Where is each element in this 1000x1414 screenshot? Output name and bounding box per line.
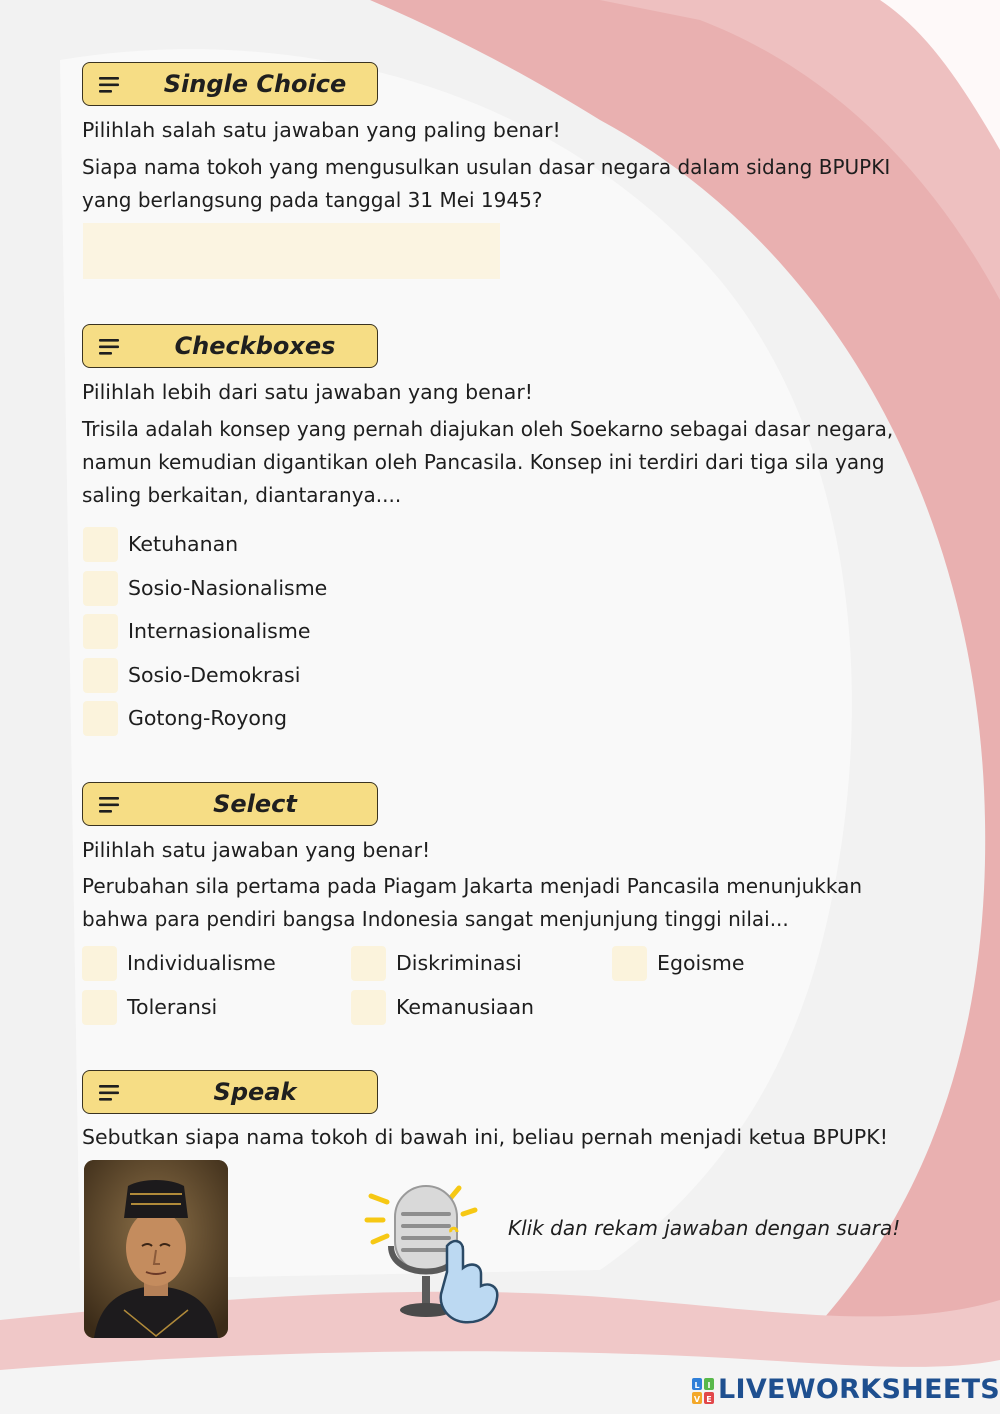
checkbox[interactable] <box>83 614 118 649</box>
logo-letter-i: I <box>707 1381 711 1390</box>
checkboxes-question: Trisila adalah konsep yang pernah diajukan oleh Soekarno sebagai dasar negara, namun kemudian digantikan oleh Pancasila. Konsep ini terdiri dari tiga sila yang saling berkaitan, diantaranya.... <box>82 417 894 507</box>
option-label: Kemanusiaan <box>396 995 535 1019</box>
section-title: Speak <box>213 1078 297 1106</box>
single-choice-header <box>82 62 378 106</box>
option-label: Sosio-Demokrasi <box>128 663 301 687</box>
single-choice-instruction: Pilihlah salah satu jawaban yang paling benar! <box>82 118 561 142</box>
record-microphone-button[interactable] <box>363 1176 513 1326</box>
single-choice-question: Siapa nama tokoh yang mengusulkan usulan dasar negara dalam sidang BPUPKI yang berlangsung pada tanggal 31 Mei 1945? <box>82 155 891 212</box>
option-box[interactable] <box>351 990 386 1025</box>
logo-letter-v: V <box>693 1395 701 1404</box>
option-label: Ketuhanan <box>128 532 239 556</box>
microphone-icon <box>363 1176 513 1326</box>
checkbox[interactable] <box>83 527 118 562</box>
speak-instruction: Sebutkan siapa nama tokoh di bawah ini, beliau pernah menjadi ketua BPUPK! <box>82 1125 888 1149</box>
portrait-image <box>84 1160 228 1338</box>
section-title: Single Choice <box>163 70 347 98</box>
single-choice-answer-input[interactable] <box>83 223 500 279</box>
menu-lines-icon <box>99 796 121 814</box>
option-label: Individualisme <box>127 951 276 975</box>
option-box[interactable] <box>82 946 117 981</box>
checkboxes-instruction: Pilihlah lebih dari satu jawaban yang benar! <box>82 380 533 404</box>
option-box[interactable] <box>612 946 647 981</box>
option-box[interactable] <box>82 990 117 1025</box>
liveworksheets-mark-icon <box>692 1378 714 1404</box>
brand-name: LIVEWORKSHEETS <box>718 1374 1000 1405</box>
logo-letter-e: E <box>706 1395 712 1404</box>
select-instruction: Pilihlah satu jawaban yang benar! <box>82 838 431 862</box>
section-title: Checkboxes <box>174 332 336 360</box>
select-question: Perubahan sila pertama pada Piagam Jakarta menjadi Pancasila menunjukkan bahwa para pendiri bangsa Indonesia sangat menjunjung tinggi nilai... <box>82 874 862 931</box>
checkbox[interactable] <box>83 658 118 693</box>
menu-lines-icon <box>99 338 121 356</box>
select-header <box>82 782 378 826</box>
option-box[interactable] <box>351 946 386 981</box>
speak-header <box>82 1070 378 1114</box>
checkbox[interactable] <box>83 701 118 736</box>
checkbox[interactable] <box>83 571 118 606</box>
option-label: Gotong-Royong <box>128 706 287 730</box>
record-hint-text: Klik dan rekam jawaban dengan suara! <box>508 1216 901 1240</box>
option-label: Egoisme <box>657 951 745 975</box>
checkboxes-header <box>82 324 378 368</box>
logo-letter-l: L <box>694 1381 700 1390</box>
option-label: Diskriminasi <box>396 951 522 975</box>
menu-lines-icon <box>99 76 121 94</box>
section-title: Select <box>213 790 297 818</box>
option-label: Sosio-Nasionalisme <box>128 576 328 600</box>
menu-lines-icon <box>99 1084 121 1102</box>
option-label: Internasionalisme <box>128 619 311 643</box>
option-label: Toleransi <box>127 995 218 1019</box>
